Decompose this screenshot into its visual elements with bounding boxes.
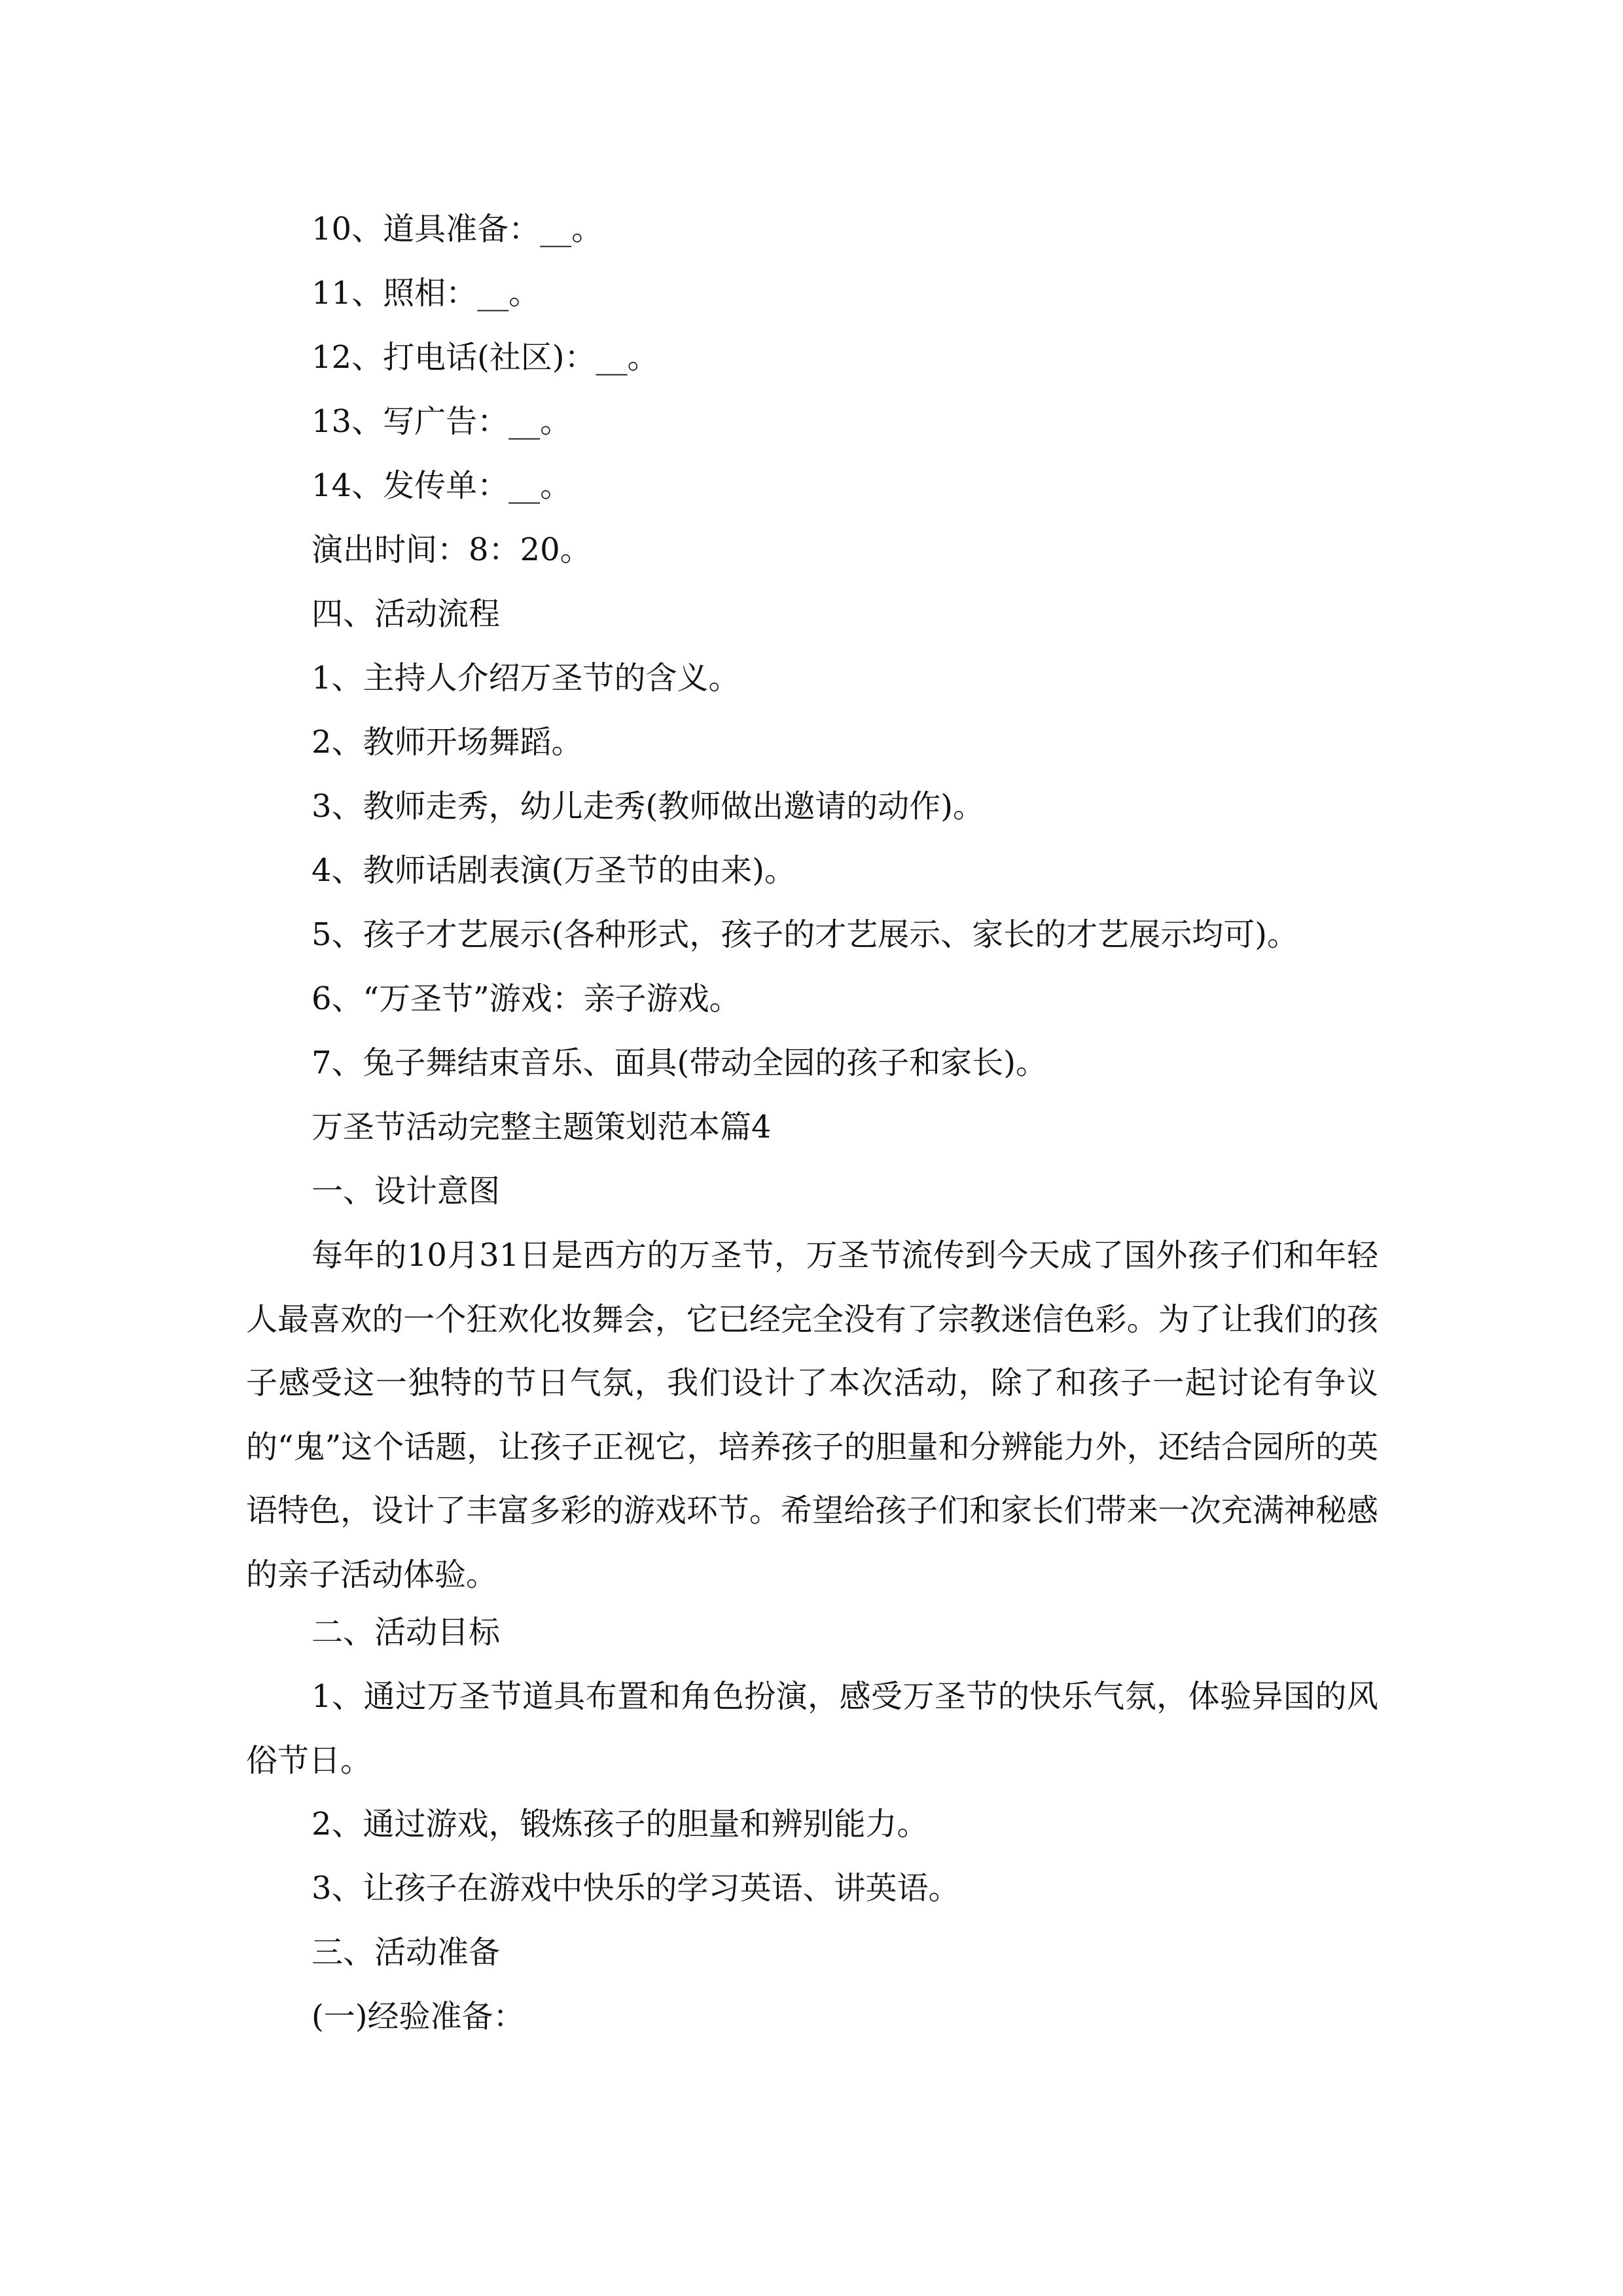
item-flyers: 14、发传单：__。 (312, 467, 572, 504)
item-props-prep: 10、道具准备：__。 (312, 211, 603, 247)
process-step-3: 3、教师走秀，幼儿走秀(教师做出邀请的动作)。 (312, 788, 984, 825)
item-phone-community: 12、打电话(社区)：__。 (312, 339, 659, 376)
prep-experience: (一)经验准备： (312, 1998, 525, 2035)
process-step-5: 5、孩子才艺展示(各种形式，孩子的才艺展示、家长的才艺展示均可)。 (312, 916, 1298, 953)
process-step-1: 1、主持人介绍万圣节的含义。 (312, 660, 740, 696)
section-heading-prep: 三、活动准备 (312, 1934, 501, 1971)
goal-1: 1、通过万圣节道具布置和角色扮演，感受万圣节的快乐气氛，体验异国的风俗节日。 (246, 1678, 1378, 1779)
item-photo: 11、照相：__。 (312, 275, 541, 312)
section-heading-process: 四、活动流程 (312, 596, 501, 632)
process-step-2: 2、教师开场舞蹈。 (312, 724, 583, 761)
intro-paragraph: 每年的10月31日是西方的万圣节，万圣节流传到今天成了国外孩子们和年轻人最喜欢的一个狂欢化妆舞会，它已经完全没有了宗教迷信色彩。为了让我们的孩子感受这一独特的节日气氛，我们设计了本次活动，除了和孩子一起讨论有争议的“鬼”这个话题，让孩子正视它，培养孩子的胆量和分辨能力外，还结合园所的英语特色，设计了丰富多彩的游戏环节。希望给孩子们和家长们带来一次充满神秘感的亲子活动体验。 (246, 1237, 1378, 1593)
goal-2: 2、通过游戏，锻炼孩子的胆量和辨别能力。 (312, 1806, 929, 1842)
show-time: 演出时间：8：20。 (312, 531, 592, 568)
process-step-4: 4、教师话剧表演(万圣节的由来)。 (312, 852, 796, 889)
goal-3: 3、让孩子在游戏中快乐的学习英语、讲英语。 (312, 1870, 960, 1907)
item-write-ad: 13、写广告：__。 (312, 403, 572, 440)
process-step-7: 7、兔子舞结束音乐、面具(带动全园的孩子和家长)。 (312, 1045, 1047, 1081)
article-title: 万圣节活动完整主题策划范本篇4 (312, 1109, 772, 1145)
section-heading-goals: 二、活动目标 (312, 1614, 501, 1651)
section-heading-design: 一、设计意图 (312, 1173, 501, 1210)
process-step-6: 6、“万圣节”游戏：亲子游戏。 (312, 980, 741, 1017)
